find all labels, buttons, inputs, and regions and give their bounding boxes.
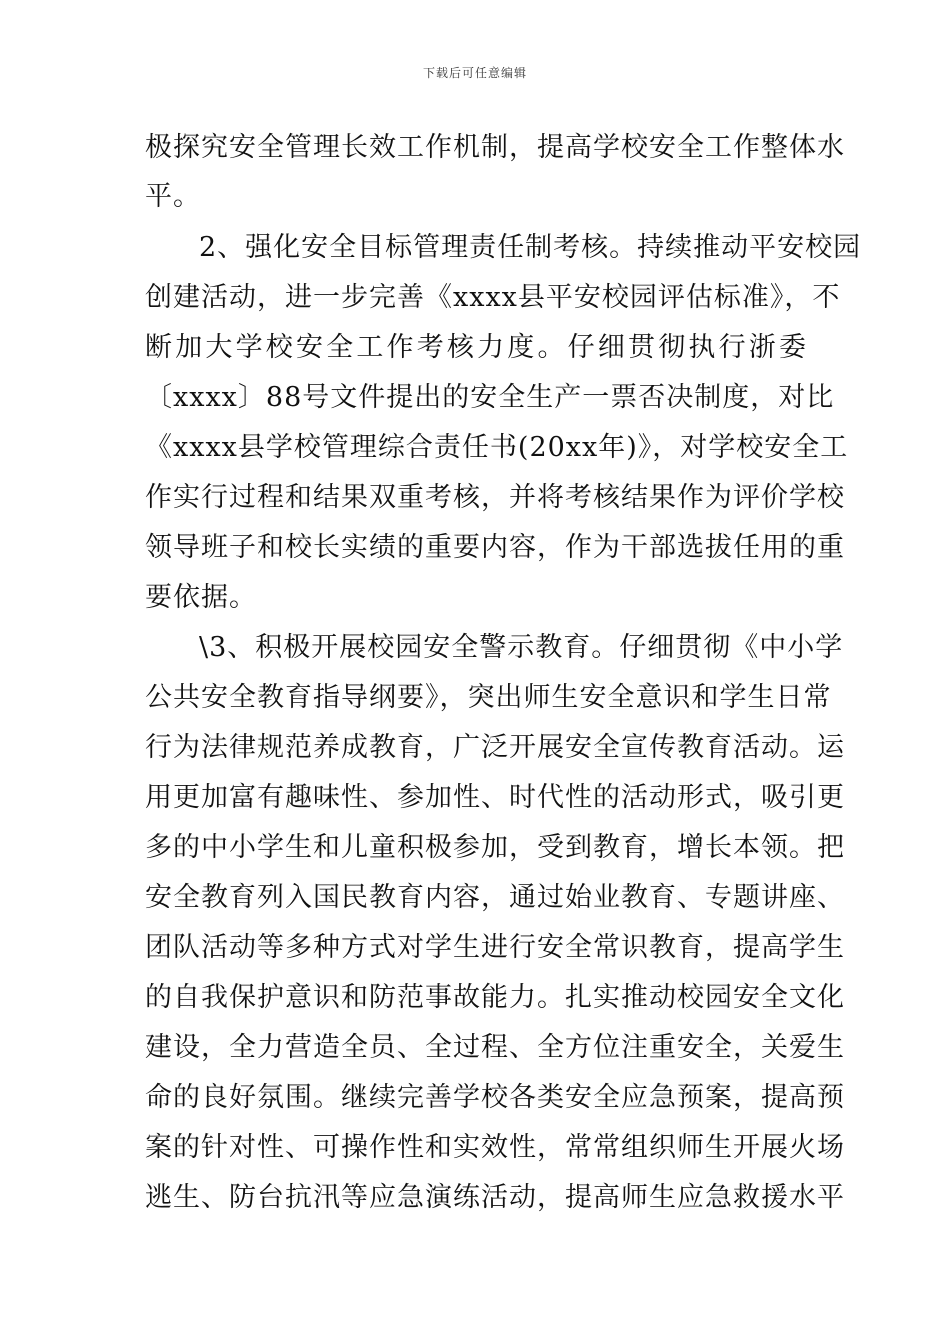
text-line: 案的针对性、可操作性和实效性，常常组织师生开展火场 [145,1132,845,1163]
text-line: 建设，全力营造全员、全过程、全方位注重安全，关爱生 [145,1032,845,1063]
text-line: 命的良好氛围。继续完善学校各类安全应急预案，提高预 [145,1082,845,1113]
text-line: 公共安全教育指导纲要》，突出师生安全意识和学生日常 [145,682,832,713]
text-line: 团队活动等多种方式对学生进行安全常识教育，提高学生 [145,932,845,963]
page-header: 下载后可任意编辑 [422,66,527,80]
text-line: 平。 [145,181,201,212]
text-line: 领导班子和校长实绩的重要内容，作为干部选拔任用的重 [145,532,845,563]
text-line: 多的中小学生和儿童积极参加，受到教育，增长本领。把 [145,832,845,863]
text-line: 〔xxxx〕88号文件提出的安全生产一票否决制度，对比 [145,382,835,413]
text-line: 行为法律规范养成教育，广泛开展安全宣传教育活动。运 [145,732,845,763]
text-line: 断加大学校安全工作考核力度。仔细贯彻执行浙委 [145,332,807,363]
text-line: 的自我保护意识和防范事故能力。扎实推动校园安全文化 [145,982,845,1013]
text-line: 2、强化安全目标管理责任制考核。持续推动平安校园 [199,232,862,263]
text-line: 逃生、防台抗汛等应急演练活动，提高师生应急救援水平 [145,1182,845,1213]
text-line: 安全教育列入国民教育内容，通过始业教育、专题讲座、 [145,882,845,913]
text-line: 极探究安全管理长效工作机制，提高学校安全工作整体水 [145,132,845,163]
text-line: 要依据。 [145,582,257,613]
text-line: \3、积极开展校园安全警示教育。仔细贯彻《中小学 [199,632,844,663]
text-line: 《xxxx县学校管理综合责任书(20xx年)》，对学校安全工 [145,432,849,463]
text-line: 创建活动，进一步完善《xxxx县平安校园评估标准》，不 [145,282,841,313]
text-line: 用更加富有趣味性、参加性、时代性的活动形式，吸引更 [145,782,845,813]
text-line: 作实行过程和结果双重考核，并将考核结果作为评价学校 [145,482,845,513]
